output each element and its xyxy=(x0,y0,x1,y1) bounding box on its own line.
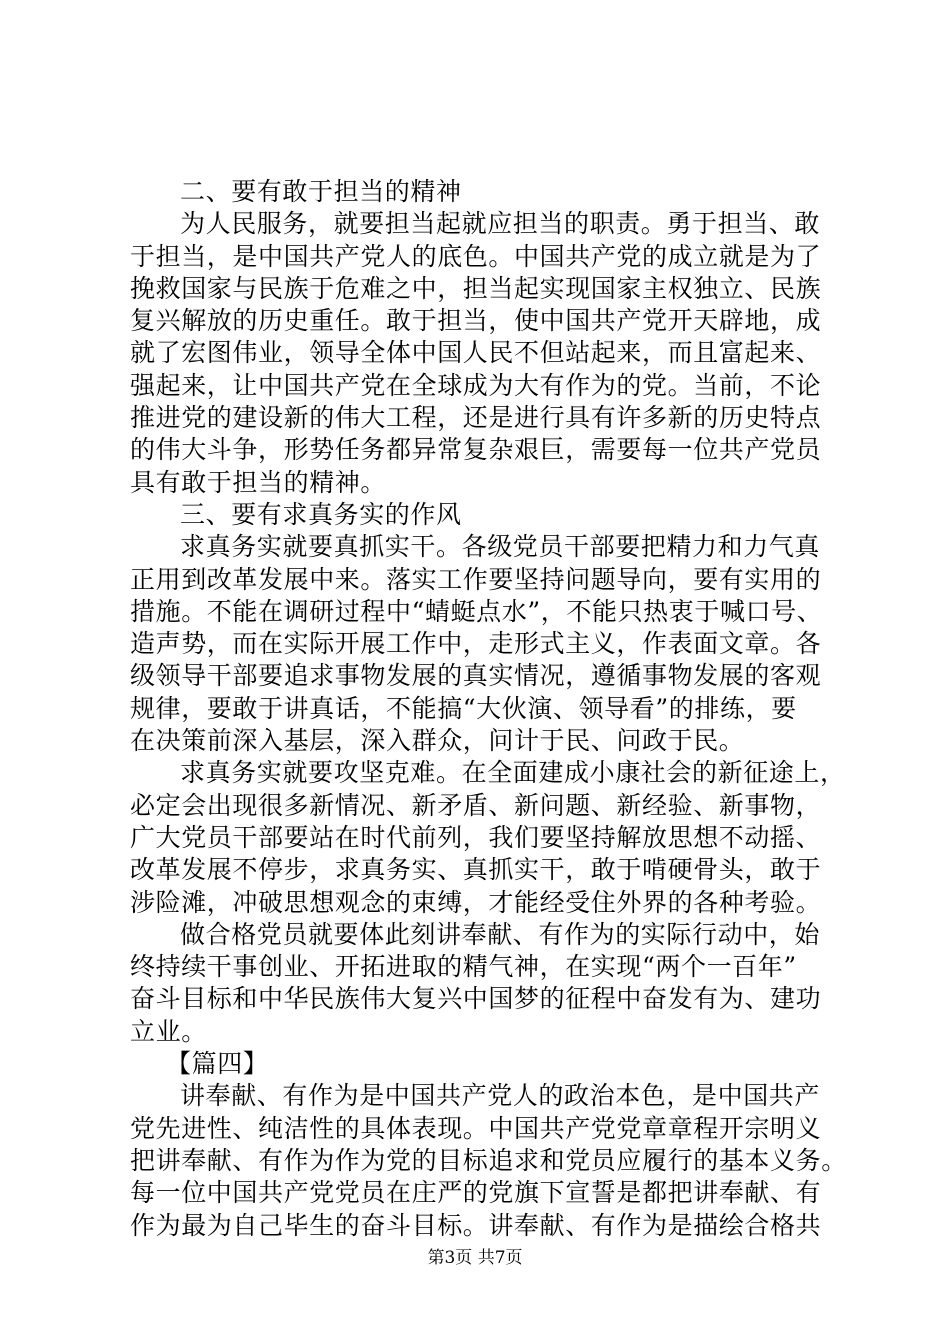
paragraph-line: 级领导干部要追求事物发展的真实情况，遵循事物发展的客观 xyxy=(130,661,822,691)
paragraph-line: 造声势，而在实际开展工作中，走形式主义，作表面文章。各 xyxy=(130,629,822,659)
paragraph-line: 正用到改革发展中来。落实工作要坚持问题导向，要有实用的 xyxy=(130,564,822,594)
paragraph-line: 党先进性、纯洁性的具体表现。中国共产党党章章程开宗明义 xyxy=(130,1113,822,1143)
paragraph-line: 改革发展不停步，求真务实、真抓实干，敢于啃硬骨头，敢于 xyxy=(130,855,822,885)
paragraph-line: 终持续干事创业、开拓进取的精气神，在实现“两个一百年” xyxy=(130,952,797,982)
paragraph-line: 求真务实就要真抓实干。各级党员干部要把精力和力气真 xyxy=(180,532,821,562)
section-heading: 二、要有敢于担当的精神 xyxy=(180,177,462,206)
paragraph-line: 具有敢于担当的精神。 xyxy=(130,467,387,497)
paragraph-line: 做合格党员就要体此刻讲奉献、有作为的实际行动中，始 xyxy=(180,919,821,949)
paragraph-line: 措施。不能在调研过程中“蜻蜓点水”，不能只热衷于喊口号、 xyxy=(130,596,823,626)
paragraph-line: 必定会出现很多新情况、新矛盾、新问题、新经验、新事物， xyxy=(130,790,822,820)
document-body xyxy=(130,176,847,1242)
paragraph-line: 推进党的建设新的伟大工程，还是进行具有许多新的历史特点 xyxy=(130,403,822,433)
paragraph-line: 于担当，是中国共产党人的底色。中国共产党的成立就是为了 xyxy=(130,241,822,271)
paragraph-line: 为人民服务，就要担当起就应担当的职责。勇于担当、敢 xyxy=(180,209,821,239)
paragraph-line: 强起来，让中国共产党在全球成为大有作为的党。当前，不论 xyxy=(130,370,822,400)
paragraph-line: 就了宏图伟业，领导全体中国人民不但站起来，而且富起来、 xyxy=(130,338,822,368)
paragraph-line: 作为最为自己毕生的奋斗目标。讲奉献、有作为是描绘合格共 xyxy=(130,1210,822,1240)
paragraph-line: 复兴解放的历史重任。敢于担当，使中国共产党开天辟地，成 xyxy=(130,306,822,336)
paragraph-line: 奋斗目标和中华民族伟大复兴中国梦的征程中奋发有为、建功 xyxy=(130,984,822,1014)
paragraph-line: 广大党员干部要站在时代前列，我们要坚持解放思想不动摇、 xyxy=(130,822,822,852)
chapter-heading: 【篇四】 xyxy=(166,1049,269,1079)
paragraph-line: 立业。 xyxy=(130,1016,207,1046)
paragraph-line: 挽救国家与民族于危难之中，担当起实现国家主权独立、民族 xyxy=(130,273,822,303)
paragraph-line: 涉险滩，冲破思想观念的束缚，才能经受住外界的各种考验。 xyxy=(130,887,822,917)
paragraph-line: 把讲奉献、有作为作为党的目标追求和党员应履行的基本义务。 xyxy=(130,1145,847,1175)
paragraph-line: 讲奉献、有作为是中国共产党人的政治本色，是中国共产 xyxy=(180,1081,821,1111)
paragraph-line: 在决策前深入基层，深入群众，问计于民、问政于民。 xyxy=(130,726,745,756)
section-heading: 三、要有求真务实的作风 xyxy=(180,499,462,529)
paragraph-line: 每一位中国共产党党员在庄严的党旗下宣誓是都把讲奉献、有 xyxy=(130,1178,822,1208)
paragraph-line: 的伟大斗争，形势任务都异常复杂艰巨，需要每一位共产党员 xyxy=(130,435,822,465)
paragraph-line: 求真务实就要攻坚克难。在全面建成小康社会的新征途上， xyxy=(180,758,846,788)
paragraph-line: 规律，要敢于讲真话，不能搞“大伙演、领导看”的排练，要 xyxy=(130,693,797,723)
page-number-footer: 第3页 共7页 xyxy=(427,1248,523,1268)
